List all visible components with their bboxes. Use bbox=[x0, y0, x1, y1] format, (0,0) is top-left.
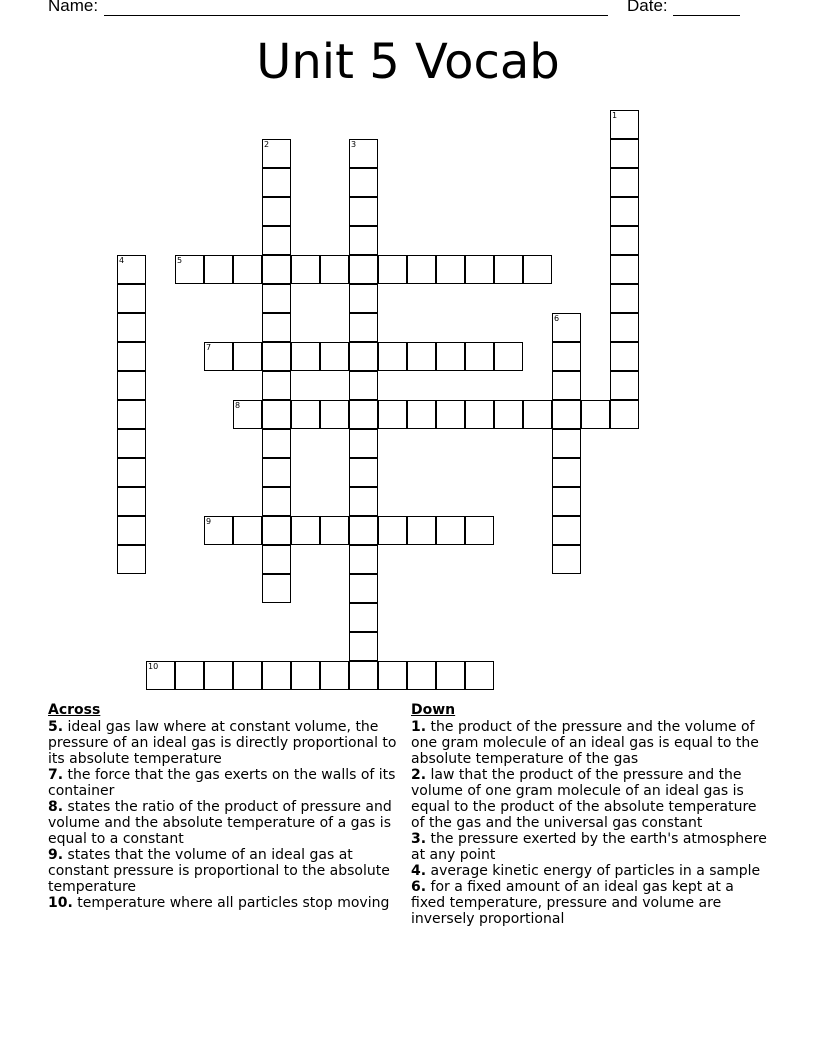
grid-cell[interactable] bbox=[204, 516, 233, 545]
grid-cell[interactable] bbox=[610, 168, 639, 197]
grid-cell[interactable] bbox=[349, 255, 378, 284]
grid-cell[interactable] bbox=[349, 139, 378, 168]
grid-cell[interactable] bbox=[378, 255, 407, 284]
clue-num: 7. bbox=[48, 767, 64, 783]
across-clue bbox=[48, 719, 408, 767]
grid-cell[interactable] bbox=[349, 458, 378, 487]
grid-cell[interactable] bbox=[552, 371, 581, 400]
clue-text: states that the volume of an ideal gas at constant pressure is proportional to the absolute temperature bbox=[48, 847, 390, 895]
grid-cell[interactable] bbox=[262, 371, 291, 400]
grid-cell[interactable] bbox=[436, 342, 465, 371]
grid-cell[interactable] bbox=[465, 255, 494, 284]
clue-number: 5 bbox=[177, 256, 183, 265]
grid-cell[interactable] bbox=[117, 400, 146, 429]
grid-cell[interactable] bbox=[465, 342, 494, 371]
grid-cell[interactable] bbox=[349, 516, 378, 545]
grid-cell[interactable] bbox=[610, 197, 639, 226]
grid-cell[interactable] bbox=[175, 661, 204, 690]
grid-cell[interactable] bbox=[407, 516, 436, 545]
grid-cell[interactable] bbox=[523, 400, 552, 429]
grid-cell[interactable] bbox=[233, 516, 262, 545]
grid-cell[interactable] bbox=[320, 661, 349, 690]
grid-cell[interactable] bbox=[262, 139, 291, 168]
date-label: Date: bbox=[627, 0, 668, 15]
grid-cell[interactable] bbox=[349, 400, 378, 429]
grid-cell[interactable] bbox=[465, 516, 494, 545]
grid-cell[interactable] bbox=[117, 516, 146, 545]
down-clue bbox=[411, 879, 771, 927]
clue-text: ideal gas law where at constant volume, the pressure of an ideal gas is directly proportional to its absolute temperature bbox=[48, 719, 397, 767]
down-clue bbox=[411, 831, 771, 863]
clue-number: 3 bbox=[351, 140, 357, 149]
across-clue bbox=[48, 767, 408, 799]
grid-cell[interactable] bbox=[465, 661, 494, 690]
grid-cell[interactable] bbox=[378, 516, 407, 545]
grid-cell[interactable] bbox=[552, 429, 581, 458]
across-clue bbox=[48, 847, 408, 895]
grid-cell[interactable] bbox=[552, 342, 581, 371]
clue-number: 10 bbox=[148, 662, 159, 671]
grid-cell[interactable] bbox=[407, 255, 436, 284]
grid-cell[interactable] bbox=[523, 255, 552, 284]
grid-cell[interactable] bbox=[233, 255, 262, 284]
clue-num: 5. bbox=[48, 719, 64, 735]
grid-cell[interactable] bbox=[349, 661, 378, 690]
grid-cell[interactable] bbox=[465, 400, 494, 429]
grid-cell[interactable] bbox=[262, 400, 291, 429]
down-clue bbox=[411, 863, 771, 879]
grid-cell[interactable] bbox=[436, 400, 465, 429]
grid-cell[interactable] bbox=[262, 313, 291, 342]
grid-cell[interactable] bbox=[349, 487, 378, 516]
down-clue bbox=[411, 719, 771, 767]
grid-cell[interactable] bbox=[320, 516, 349, 545]
grid-cell[interactable] bbox=[610, 400, 639, 429]
grid-cell[interactable] bbox=[407, 400, 436, 429]
grid-cell[interactable] bbox=[117, 284, 146, 313]
grid-cell[interactable] bbox=[204, 342, 233, 371]
clue-number: 2 bbox=[264, 140, 270, 149]
grid-cell[interactable] bbox=[552, 487, 581, 516]
grid-cell[interactable] bbox=[262, 574, 291, 603]
grid-cell[interactable] bbox=[610, 110, 639, 139]
clue-text: average kinetic energy of particles in a sample bbox=[426, 863, 761, 879]
grid-cell[interactable] bbox=[233, 342, 262, 371]
across-clue bbox=[48, 895, 408, 911]
down-heading: Down bbox=[411, 702, 456, 718]
grid-cell[interactable] bbox=[117, 371, 146, 400]
grid-cell[interactable] bbox=[436, 661, 465, 690]
grid-cell[interactable] bbox=[117, 255, 146, 284]
grid-cell[interactable] bbox=[349, 313, 378, 342]
grid-cell[interactable] bbox=[610, 284, 639, 313]
down-clues bbox=[411, 702, 771, 927]
grid-cell[interactable] bbox=[407, 661, 436, 690]
grid-cell[interactable] bbox=[262, 168, 291, 197]
grid-cell[interactable] bbox=[233, 400, 262, 429]
grid-cell[interactable] bbox=[552, 545, 581, 574]
grid-cell[interactable] bbox=[117, 458, 146, 487]
grid-cell[interactable] bbox=[262, 284, 291, 313]
grid-cell[interactable] bbox=[291, 661, 320, 690]
grid-cell[interactable] bbox=[117, 429, 146, 458]
grid-cell[interactable] bbox=[378, 661, 407, 690]
grid-cell[interactable] bbox=[349, 197, 378, 226]
grid-cell[interactable] bbox=[407, 342, 436, 371]
clue-num: 2. bbox=[411, 767, 427, 783]
grid-cell[interactable] bbox=[117, 342, 146, 371]
grid-cell[interactable] bbox=[552, 313, 581, 342]
clue-text: the force that the gas exerts on the walls of its container bbox=[48, 767, 396, 799]
grid-cell[interactable] bbox=[291, 516, 320, 545]
grid-cell[interactable] bbox=[291, 255, 320, 284]
clue-num: 10. bbox=[48, 895, 73, 911]
grid-cell[interactable] bbox=[262, 342, 291, 371]
grid-cell[interactable] bbox=[494, 400, 523, 429]
grid-cell[interactable] bbox=[262, 487, 291, 516]
clue-num: 3. bbox=[411, 831, 427, 847]
grid-cell[interactable] bbox=[320, 342, 349, 371]
across-heading: Across bbox=[48, 702, 101, 718]
grid-cell[interactable] bbox=[262, 197, 291, 226]
grid-cell[interactable] bbox=[552, 516, 581, 545]
grid-cell[interactable] bbox=[349, 168, 378, 197]
grid-cell[interactable] bbox=[349, 603, 378, 632]
grid-cell[interactable] bbox=[291, 342, 320, 371]
grid-cell[interactable] bbox=[552, 458, 581, 487]
clue-num: 8. bbox=[48, 799, 64, 815]
clue-text: law that the product of the pressure and the volume of one gram molecule of an ideal gas is equal to the product of the absolute temperature of the gas and the universal gas constant bbox=[411, 767, 757, 831]
clue-num: 6. bbox=[411, 879, 427, 895]
grid-cell[interactable] bbox=[610, 139, 639, 168]
grid-cell[interactable] bbox=[262, 255, 291, 284]
grid-cell[interactable] bbox=[291, 400, 320, 429]
grid-cell[interactable] bbox=[175, 255, 204, 284]
grid-cell[interactable] bbox=[610, 342, 639, 371]
clue-number: 8 bbox=[235, 401, 241, 410]
grid-cell[interactable] bbox=[349, 574, 378, 603]
grid-cell[interactable] bbox=[204, 255, 233, 284]
clue-number: 1 bbox=[612, 111, 618, 120]
grid-cell[interactable] bbox=[610, 226, 639, 255]
grid-cell[interactable] bbox=[349, 371, 378, 400]
grid-cell[interactable] bbox=[262, 429, 291, 458]
clue-num: 4. bbox=[411, 863, 427, 879]
grid-cell[interactable] bbox=[436, 516, 465, 545]
grid-cell[interactable] bbox=[610, 313, 639, 342]
grid-cell[interactable] bbox=[233, 661, 262, 690]
clue-number: 7 bbox=[206, 343, 212, 352]
grid-cell[interactable] bbox=[378, 342, 407, 371]
grid-cell[interactable] bbox=[262, 516, 291, 545]
grid-cell[interactable] bbox=[349, 632, 378, 661]
grid-cell[interactable] bbox=[117, 313, 146, 342]
grid-cell[interactable] bbox=[581, 400, 610, 429]
grid-cell[interactable] bbox=[349, 545, 378, 574]
clue-num: 9. bbox=[48, 847, 64, 863]
down-clue bbox=[411, 767, 771, 831]
page-title: Unit 5 Vocab bbox=[256, 34, 560, 90]
grid-cell[interactable] bbox=[610, 255, 639, 284]
grid-cell[interactable] bbox=[349, 429, 378, 458]
clue-text: for a fixed amount of an ideal gas kept at a fixed temperature, pressure and volume are inversely proportional bbox=[411, 879, 734, 927]
name-label: Name: bbox=[48, 0, 99, 15]
across-clues bbox=[48, 702, 408, 911]
grid-cell[interactable] bbox=[552, 400, 581, 429]
across-clue bbox=[48, 799, 408, 847]
clue-text: the pressure exerted by the earth's atmosphere at any point bbox=[411, 831, 767, 863]
grid-cell[interactable] bbox=[349, 226, 378, 255]
clue-num: 1. bbox=[411, 719, 427, 735]
grid-cell[interactable] bbox=[378, 400, 407, 429]
grid-cell[interactable] bbox=[436, 255, 465, 284]
grid-cell[interactable] bbox=[349, 284, 378, 313]
grid-cell[interactable] bbox=[494, 342, 523, 371]
grid-cell[interactable] bbox=[349, 342, 378, 371]
grid-cell[interactable] bbox=[320, 400, 349, 429]
grid-cell[interactable] bbox=[117, 487, 146, 516]
grid-cell[interactable] bbox=[610, 371, 639, 400]
grid-cell[interactable] bbox=[494, 255, 523, 284]
clue-number: 9 bbox=[206, 517, 212, 526]
clue-text: states the ratio of the product of pressure and volume and the absolute temperature of a gas is equal to a constant bbox=[48, 799, 392, 847]
clue-text: the product of the pressure and the volume of one gram molecule of an ideal gas is equal to the absolute temperature of the gas bbox=[411, 719, 759, 767]
grid-cell[interactable] bbox=[146, 661, 175, 690]
grid-cell[interactable] bbox=[262, 545, 291, 574]
clue-number: 6 bbox=[554, 314, 560, 323]
grid-cell[interactable] bbox=[262, 661, 291, 690]
grid-cell[interactable] bbox=[320, 255, 349, 284]
grid-cell[interactable] bbox=[117, 545, 146, 574]
grid-cell[interactable] bbox=[262, 226, 291, 255]
grid-cell[interactable] bbox=[204, 661, 233, 690]
clue-number: 4 bbox=[119, 256, 125, 265]
clue-text: temperature where all particles stop moving bbox=[72, 895, 390, 911]
grid-cell[interactable] bbox=[262, 458, 291, 487]
